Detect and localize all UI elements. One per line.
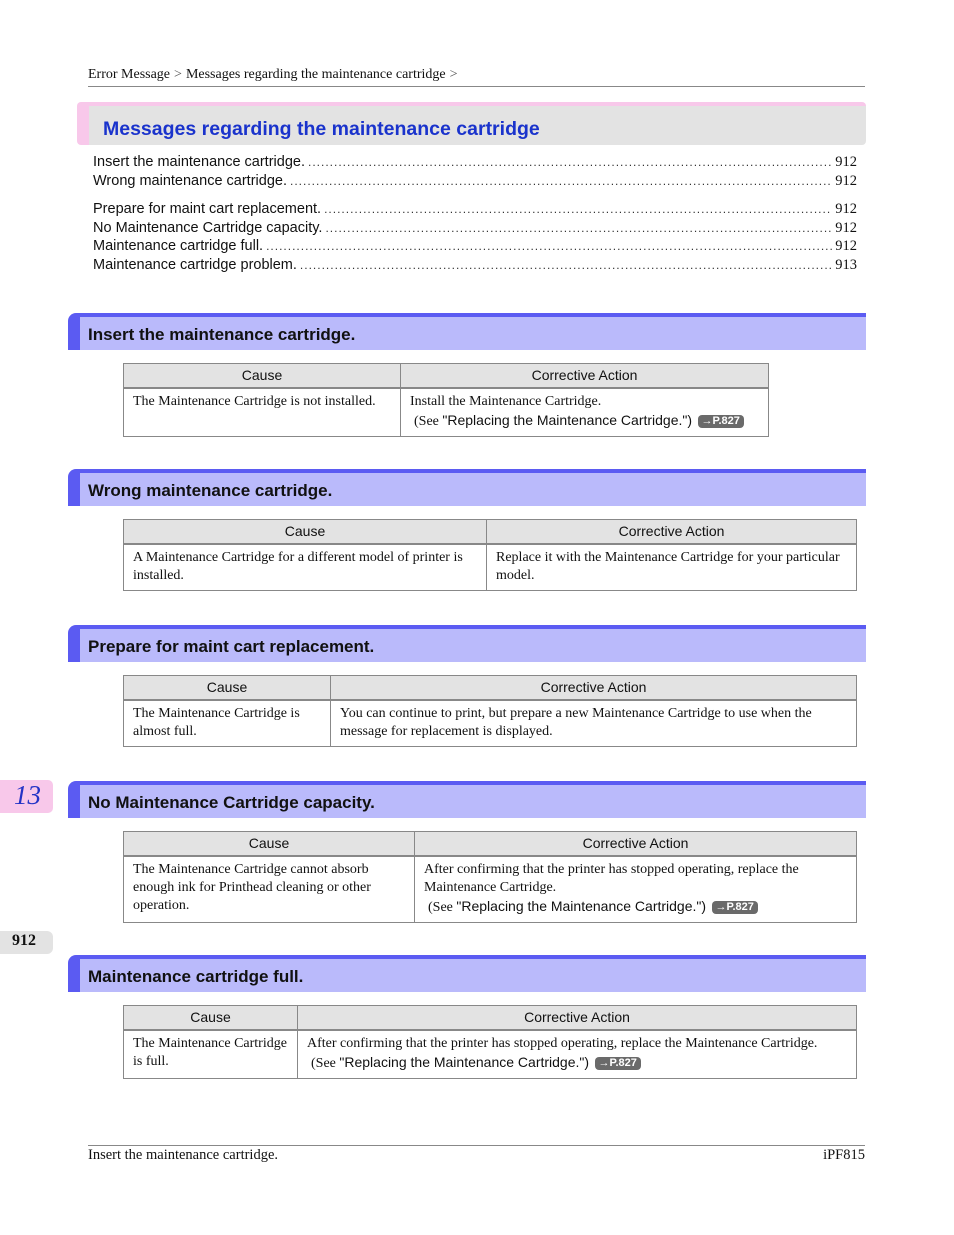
table-row <box>124 856 857 923</box>
cause-action-table <box>123 363 769 437</box>
cause-action-table <box>123 519 857 591</box>
section-title: Wrong maintenance cartridge. <box>88 481 333 500</box>
chapter-tab[interactable] <box>0 780 53 813</box>
action-cell <box>401 388 769 437</box>
footer-model-name: iPF815 <box>823 1147 865 1163</box>
cause-text: The Maintenance Cartridge is not installed. <box>133 393 376 409</box>
page-footer <box>88 1145 865 1164</box>
breadcrumb <box>88 67 865 87</box>
cause-cell <box>124 700 331 747</box>
cause-action-table <box>123 1005 857 1079</box>
see-prefix: (See <box>414 413 443 429</box>
toc-leader <box>325 221 832 235</box>
toc-entry-page: 912 <box>835 172 857 189</box>
toc-leader <box>324 202 832 216</box>
action-cell <box>487 544 857 591</box>
cause-text: The Maintenance Cartridge is almost full. <box>133 705 300 739</box>
toc-entry[interactable] <box>93 238 857 257</box>
page-title-box <box>77 102 866 145</box>
toc-entry-title: No Maintenance Cartridge capacity. <box>93 219 323 236</box>
breadcrumb-item-error-message[interactable]: Error Message <box>88 67 171 82</box>
page-link-badge[interactable]: →P.827 <box>698 415 744 428</box>
see-reference <box>307 1053 847 1073</box>
section-heading <box>68 625 866 662</box>
cause-cell <box>124 1030 298 1079</box>
header-cause: Cause <box>124 676 331 700</box>
section-title: Maintenance cartridge full. <box>88 967 304 986</box>
toc-entry-page: 913 <box>835 257 857 274</box>
page-number-tab <box>0 931 53 954</box>
action-cell <box>415 856 857 923</box>
toc-entry-title: Maintenance cartridge problem. <box>93 257 297 274</box>
header-action: Corrective Action <box>487 520 857 544</box>
toc-entry-page: 912 <box>835 238 857 255</box>
action-text: Install the Maintenance Cartridge. <box>410 393 602 409</box>
toc-entry[interactable] <box>93 154 857 173</box>
toc-leader <box>300 258 832 272</box>
cause-text: A Maintenance Cartridge for a different model of printer is installed. <box>133 549 463 583</box>
table-header-row <box>124 676 857 700</box>
action-text: After confirming that the printer has stopped operating, replace the Maintenance Cartridge. <box>424 861 799 895</box>
toc-entry-title: Prepare for maint cart replacement. <box>93 201 322 217</box>
toc-entry[interactable] <box>93 173 857 192</box>
action-text: You can continue to print, but prepare a new Maintenance Cartridge to use when the message for replacement is displayed. <box>340 705 812 739</box>
cause-text: The Maintenance Cartridge cannot absorb enough ink for Printhead cleaning or other operation. <box>133 861 371 913</box>
toc-entry[interactable] <box>93 257 857 276</box>
toc-group-1 <box>93 154 857 191</box>
cause-cell <box>124 544 487 591</box>
toc-entry-title: Maintenance cartridge full. <box>93 238 264 255</box>
table-header-row <box>124 1006 857 1030</box>
table-header-row <box>124 520 857 544</box>
cause-action-table <box>123 675 857 747</box>
chapter-number: 13 <box>14 780 41 810</box>
section-heading <box>68 469 866 506</box>
toc-entry[interactable] <box>93 220 857 239</box>
action-cell <box>298 1030 857 1079</box>
page-link-badge[interactable]: →P.827 <box>595 1057 641 1070</box>
action-text: Replace it with the Maintenance Cartridge for your particular model. <box>496 549 840 583</box>
see-link-title[interactable]: "Replacing the Maintenance Cartridge.") <box>456 897 707 914</box>
toc-entry-page: 912 <box>835 219 857 236</box>
header-action: Corrective Action <box>331 676 857 700</box>
action-cell <box>331 700 857 747</box>
section-heading <box>68 955 866 992</box>
page-number: 912 <box>12 932 36 949</box>
page-link-badge[interactable]: →P.827 <box>712 901 758 914</box>
header-cause: Cause <box>124 832 415 856</box>
section-title: Prepare for maint cart replacement. <box>88 637 375 656</box>
see-prefix: (See <box>311 1055 340 1071</box>
toc-leader <box>308 155 832 169</box>
header-action: Corrective Action <box>415 832 857 856</box>
table-row <box>124 1030 857 1079</box>
table-header-row <box>124 832 857 856</box>
see-link-title[interactable]: "Replacing the Maintenance Cartridge.") <box>339 1053 590 1070</box>
toc-leader <box>290 174 832 188</box>
breadcrumb-separator: > <box>174 67 182 82</box>
toc-entry-title: Wrong maintenance cartridge. <box>93 172 287 189</box>
toc-group-2 <box>93 201 857 276</box>
table-row <box>124 700 857 747</box>
cause-action-table <box>123 831 857 923</box>
see-reference <box>424 897 847 917</box>
toc-entry[interactable] <box>93 201 857 220</box>
toc-entry-page: 912 <box>835 201 857 217</box>
section-heading <box>68 313 866 350</box>
see-link-title[interactable]: "Replacing the Maintenance Cartridge.") <box>442 411 693 428</box>
breadcrumb-separator: > <box>449 67 458 82</box>
table-row <box>124 544 857 591</box>
header-cause: Cause <box>124 364 401 388</box>
breadcrumb-item-maintenance-messages[interactable]: Messages regarding the maintenance cartridge <box>185 67 446 82</box>
section-heading <box>68 781 866 818</box>
section-title: Insert the maintenance cartridge. <box>88 325 356 344</box>
action-text: After confirming that the printer has stopped operating, replace the Maintenance Cartridge. <box>307 1035 818 1051</box>
cause-cell <box>124 856 415 923</box>
header-action: Corrective Action <box>298 1006 857 1030</box>
cause-cell <box>124 388 401 437</box>
header-action: Corrective Action <box>401 364 769 388</box>
see-reference <box>410 411 759 431</box>
header-cause: Cause <box>124 520 487 544</box>
toc-leader <box>266 239 832 253</box>
section-title: No Maintenance Cartridge capacity. <box>88 793 375 812</box>
footer-section-title: Insert the maintenance cartridge. <box>88 1147 279 1163</box>
toc-entry-page: 912 <box>835 154 857 170</box>
table-row <box>124 388 769 437</box>
page-title: Messages regarding the maintenance cartridge <box>103 118 540 140</box>
see-prefix: (See <box>428 899 457 915</box>
cause-text: The Maintenance Cartridge is full. <box>133 1035 287 1069</box>
toc-entry-title: Insert the maintenance cartridge. <box>93 154 305 170</box>
header-cause: Cause <box>124 1006 298 1030</box>
table-header-row <box>124 364 769 388</box>
